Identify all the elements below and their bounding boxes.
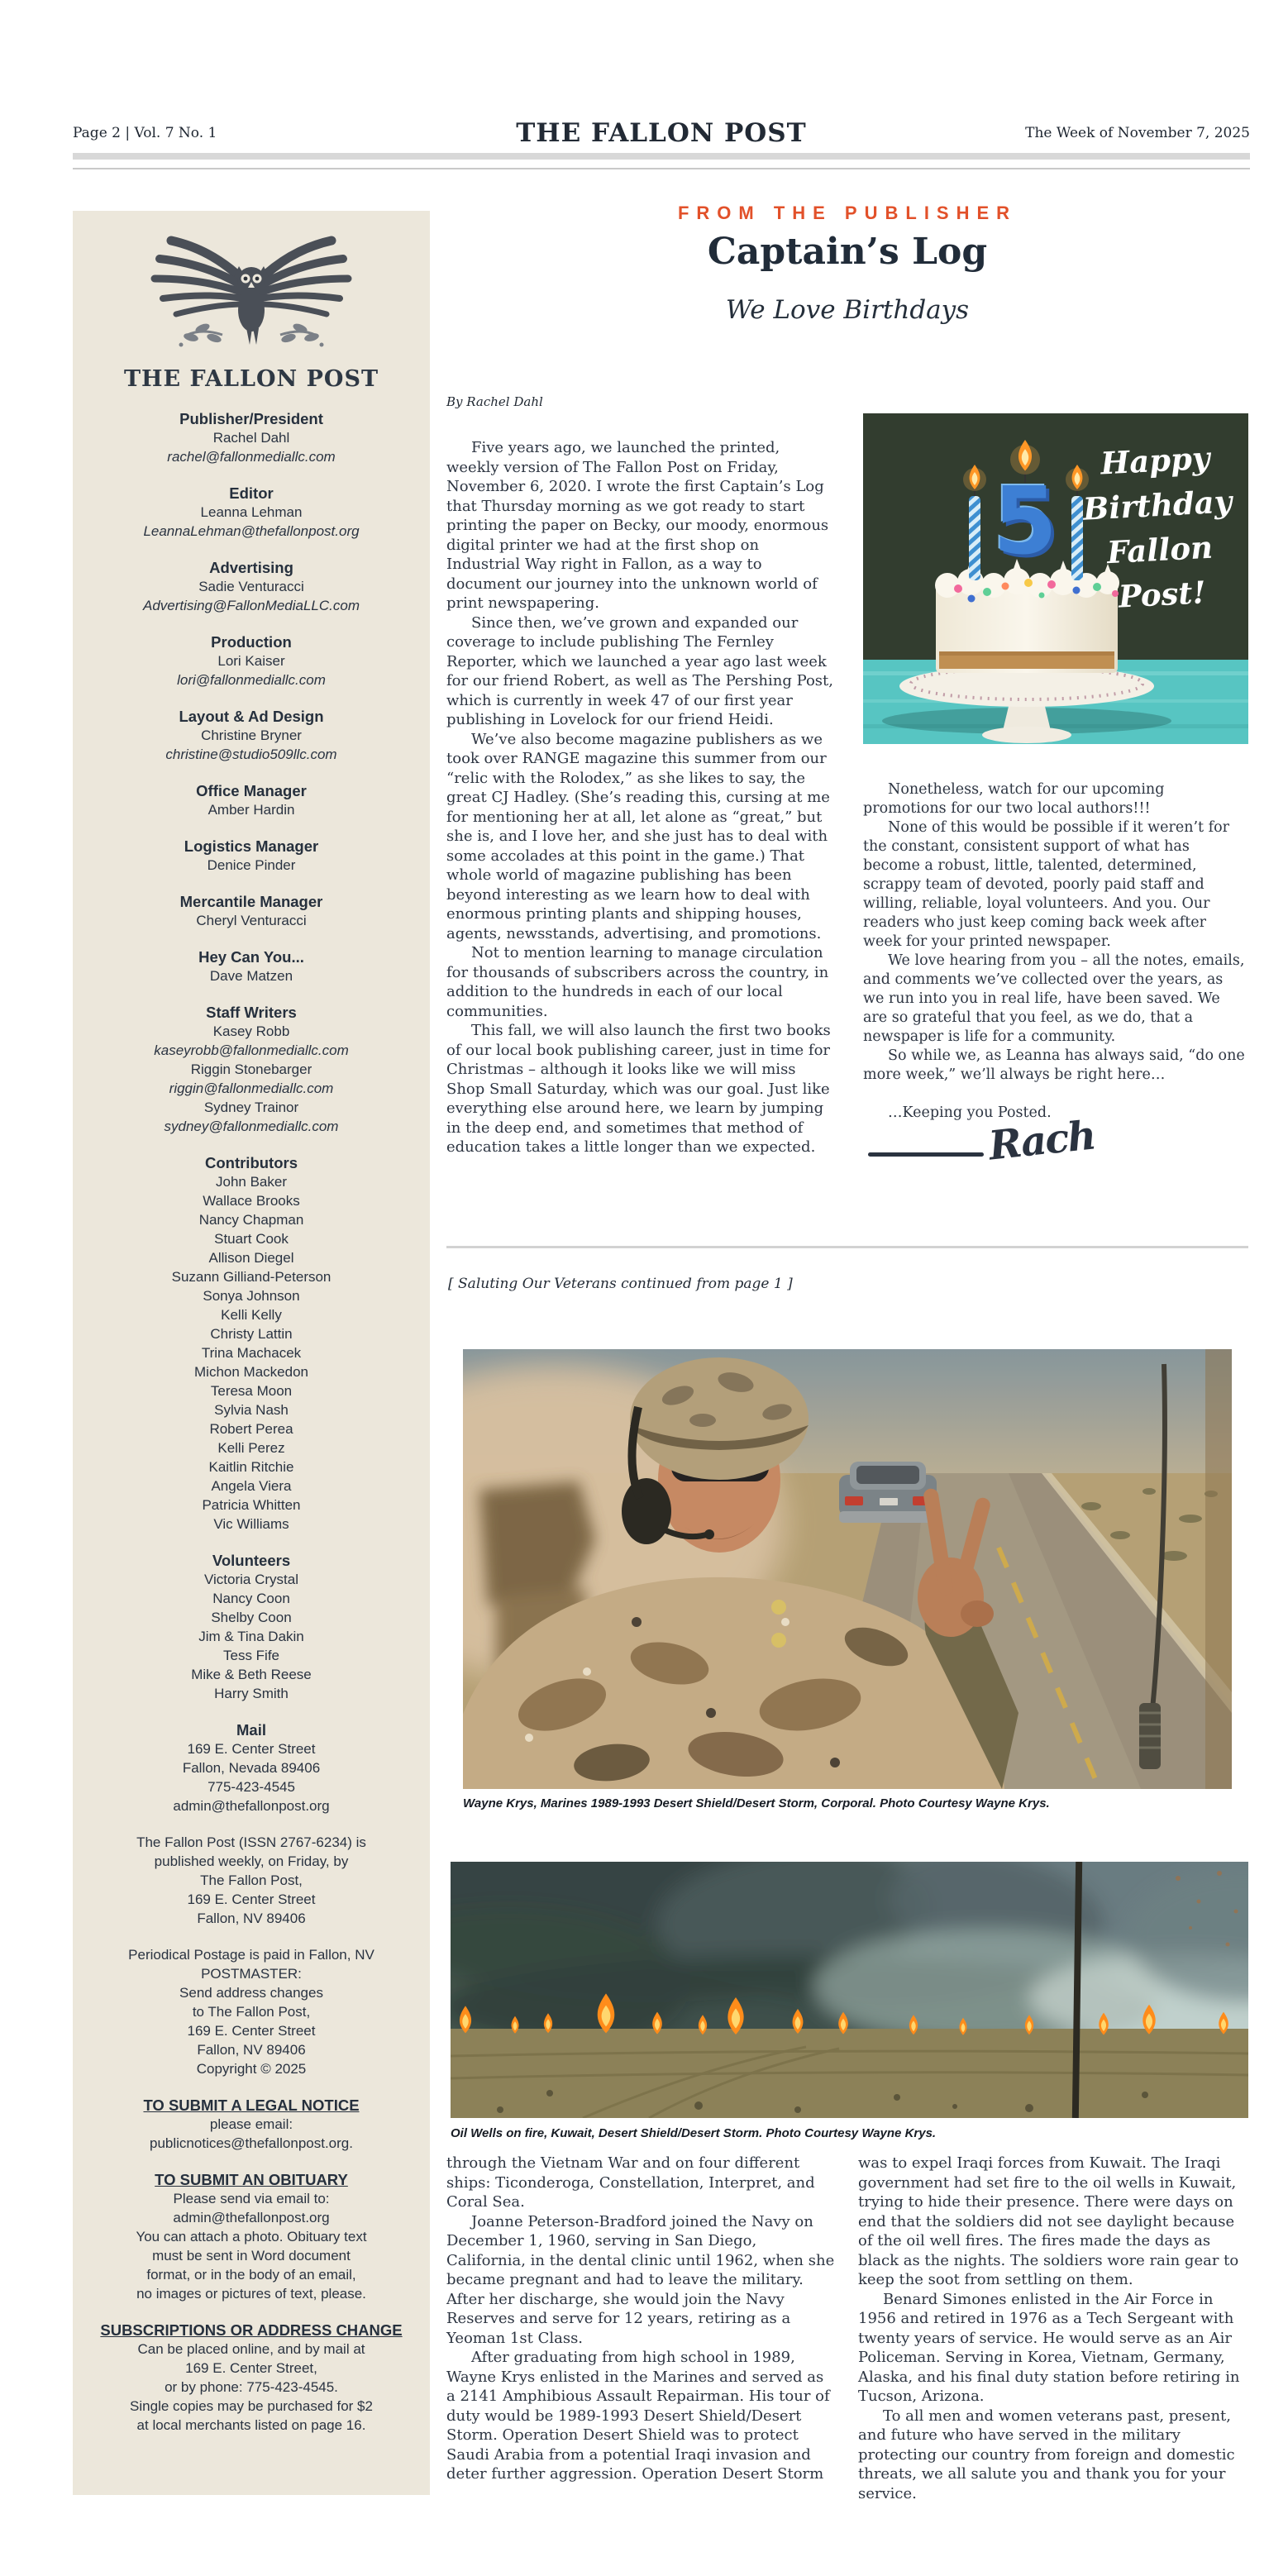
article-column-1	[446, 413, 833, 1171]
staff-name: Send address changes	[179, 1985, 323, 2001]
photo-caption: Wayne Krys, Marines 1989-1993 Desert Shield/Desert Storm, Corporal. Photo Courtesy Wayne Krys.	[463, 1796, 1050, 1810]
staff-email: kaseyrobb@fallonmediallc.com	[154, 1042, 349, 1058]
oil-wells-art	[451, 1862, 1248, 2118]
staff-name: 169 E. Center Street	[187, 1741, 316, 1757]
section-title: Layout & Ad Design	[179, 708, 324, 725]
staff-name: Sydney Trainor	[203, 1100, 299, 1115]
sidebar-section	[73, 1153, 430, 1534]
section-title: SUBSCRIPTIONS OR ADDRESS CHANGE	[100, 2321, 403, 2339]
article-byline: By Rachel Dahl	[446, 394, 543, 409]
main-content	[446, 203, 1248, 2576]
staff-name: Fallon, NV 89406	[197, 1911, 306, 1926]
staff-name: Stuart Cook	[214, 1231, 289, 1247]
staff-name: to The Fallon Post,	[192, 2004, 311, 2020]
sidebar-section	[73, 781, 430, 819]
staff-name: Suzann Gilliand-Peterson	[171, 1269, 332, 1285]
staff-name: Nancy Chapman	[198, 1212, 304, 1228]
staff-name: 775-423-4545	[208, 1779, 295, 1795]
staff-name: Denice Pinder	[207, 857, 296, 873]
staff-name: Jim & Tina Dakin	[198, 1629, 304, 1644]
staff-name: The Fallon Post,	[200, 1872, 303, 1888]
staff-name: 169 E. Center Street	[187, 1891, 316, 1907]
staff-name: Shelby Coon	[211, 1610, 292, 1625]
staff-name: Victoria Crystal	[204, 1572, 298, 1587]
paragraph: Benard Simones enlisted in the Air Force in 1956 and retired in 1976 as a Tech Sergeant with twenty years of service. He would serve as an Air Policeman. Serving in Korea, Vietnam, Germany, Alaska, and his final duty station before retiring in Tucson, Arizona.	[858, 2290, 1240, 2405]
cake-message-line: Happy	[1100, 439, 1211, 482]
staff-name: Fallon, Nevada 89406	[182, 1760, 321, 1776]
staff-email: Advertising@FallonMediaLLC.com	[143, 598, 360, 613]
staff-name: at local merchants listed on page 16.	[136, 2417, 366, 2433]
staff-name: Robert Perea	[209, 1421, 293, 1437]
staff-name: Lori Kaiser	[217, 653, 285, 669]
veterans-column-1	[446, 2154, 837, 2503]
paragraph: After graduating from high school in 1989, Wayne Krys enlisted in the Marines and served as a 2141 Amphibious Assault Repairman. His tour of duty would be 1989-1993 Desert Shield/Desert Storm. Operation Desert Shield was to protect Saudi Arabia from a potential Iraqi invasion and deter further aggression. Operation Desert Storm	[446, 2349, 830, 2483]
paragraph: We love hearing from you – all the notes, emails, and comments we’ve collected over the years, as we run into you in real life, have been saved. We are so grateful that you feel, as we do, that a newspaper is life for a community.	[863, 952, 1245, 1045]
cake-message-line: Birthday	[1081, 483, 1233, 527]
sidebar-section	[73, 1003, 430, 1136]
staff-sections	[73, 409, 430, 2435]
staff-name: Single copies may be purchased for $2	[130, 2398, 373, 2414]
cake-message	[1069, 434, 1247, 621]
veteran-photo	[463, 1349, 1232, 1789]
paragraph: We’ve also become magazine publishers as we took over RANGE magazine this summer from our “relic with the Rolodex,” as she likes to say, the great CJ Hadley. (She’s reading this, cursing at me for mentioning her at all, let alone as “great,” but she is, and I love her, and she just has to deal with some accolades at this point in the game.) That whole world of magazine publishing has been beyond interesting as we learn how to deal with enormous printing plants and shipping houses, agents, newsstands, advertising, and promotions.	[446, 730, 830, 942]
oil-wells-photo	[451, 1862, 1248, 2118]
staff-name: Allison Diegel	[208, 1250, 294, 1266]
issue-date: The Week of November 7, 2025	[1025, 125, 1250, 141]
section-title: Staff Writers	[206, 1004, 297, 1021]
veterans-column-2	[858, 2154, 1248, 2503]
sidebar-section	[73, 892, 430, 930]
sidebar-section	[73, 1551, 430, 1703]
staff-name: admin@thefallonpost.org	[173, 1798, 330, 1814]
staff-name: John Baker	[216, 1174, 287, 1190]
staff-name: publicnotices@thefallonpost.org.	[150, 2135, 353, 2151]
paragraph: To all men and women veterans past, present, and future who have served in the military protecting our country from foreign and domestic threats, we all salute you and thank you for your service.	[858, 2407, 1235, 2502]
section-title: Hey Can You...	[198, 948, 304, 966]
paragraph: through the Vietnam War and on four different ships: Ticonderoga, Constellation, Interpret, and Coral Sea.	[446, 2154, 815, 2211]
sidebar-section	[73, 1720, 430, 1815]
staff-name: Copyright © 2025	[196, 2061, 307, 2077]
signature-dash	[868, 1152, 984, 1157]
sidebar-section	[73, 1945, 430, 2078]
paragraph: Since then, we’ve grown and expanded our coverage to include publishing The Fernley Reporter, which we launched a year ago last week for our friend Robert, as well as The Pershing Post, which is currently in week 47 of our first year publishing in Lovelock for our friend Heidi.	[446, 613, 833, 728]
birthday-cake-image	[863, 413, 1248, 744]
staff-name: Kelli Perez	[217, 1440, 285, 1456]
sidebar-section	[73, 2096, 430, 2153]
staff-name: Kaitlin Ritchie	[208, 1459, 294, 1475]
sidebar-section	[73, 1833, 430, 1928]
staff-name: Leanna Lehman	[200, 504, 303, 520]
staff-name: Angela Viera	[211, 1478, 292, 1494]
section-divider	[446, 1246, 1248, 1248]
section-title: Mercantile Manager	[179, 893, 323, 910]
sidebar-section	[73, 409, 430, 466]
paragraph: Joanne Peterson-Bradford joined the Navy on December 1, 1960, serving in San Diego, California, in the dental clinic until 1962, when she became pregnant and had to leave the military. After her discharge, she would join the Navy Reserves and serve for 12 years, retiring as a Yeoman 1st Class.	[446, 2212, 835, 2347]
staff-name: Sylvia Nash	[214, 1402, 289, 1418]
section-title: Logistics Manager	[184, 837, 319, 855]
paragraph: None of this would be possible if it weren’t for the constant, consistent support of what has become a robust, little, talented, determined, scrappy team of devoted, poorly paid staff and willing, reliable, loyal volunteers. And you. Our readers who just keep coming back week after week for your printed newspaper.	[863, 819, 1230, 950]
section-title: Mail	[236, 1721, 266, 1739]
staff-name: The Fallon Post (ISSN 2767-6234) is	[136, 1834, 366, 1850]
page-info: Page 2 | Vol. 7 No. 1	[73, 125, 217, 141]
staff-name: Christine Bryner	[201, 727, 302, 743]
cake-message-line: Post!	[1117, 574, 1207, 615]
section-title: Publisher/President	[179, 410, 323, 427]
sidebar-section	[73, 484, 430, 541]
staff-email: rachel@fallonmediallc.com	[167, 449, 336, 465]
paragraph: was to expel Iraqi forces from Kuwait. The Iraqi government had set fire to the oil wells in Kuwait, trying to hide their presence. There were days on end that the soldiers did not see daylight because of the oil well fires. The fires made the days as black as the nights. The soldiers wore rain gear to keep the soot from settling on them.	[858, 2154, 1239, 2288]
staff-name: Harry Smith	[214, 1686, 289, 1701]
paragraph: This fall, we will also launch the first two books of our local book publishing career, just in time for Christmas – although it looks like we will miss Shop Small Saturday, which was our goal. Just like everything else around here, we learn by jumping in the deep end, and sometimes that method of education takes a little longer than we expected.	[446, 1022, 831, 1156]
sidebar-section	[73, 2170, 430, 2303]
section-title: Office Manager	[196, 782, 307, 799]
signature-name: Rach	[986, 1112, 1097, 1170]
staff-name: no images or pictures of text, please.	[136, 2286, 366, 2302]
staff-name: admin@thefallonpost.org	[173, 2210, 330, 2225]
staff-name: Periodical Postage is paid in Fallon, NV	[128, 1947, 374, 1963]
continued-note: [ Saluting Our Veterans continued from page 1 ]	[448, 1276, 793, 1292]
paragraph: Not to mention learning to manage circulation for thousands of subscribers across the country, in addition to the hundreds in each of our local communities.	[446, 944, 829, 1020]
masthead-title: THE FALLON POST	[516, 118, 807, 148]
staff-name: Tess Fife	[222, 1648, 280, 1663]
staff-name: Riggin Stonebarger	[190, 1061, 312, 1077]
section-title: Volunteers	[212, 1552, 291, 1569]
sidebar-section	[73, 632, 430, 689]
staff-name: Mike & Beth Reese	[191, 1667, 312, 1682]
staff-name: Sonya Johnson	[203, 1288, 300, 1304]
staff-email: sydney@fallonmediallc.com	[164, 1119, 339, 1134]
staff-name: Can be placed online, and by mail at	[137, 2341, 365, 2357]
paragraph: So while we, as Leanna has always said, “do one more week,” we’ll always be right here…	[863, 1047, 1245, 1083]
article-columns	[446, 413, 1248, 1171]
section-title: Production	[211, 633, 292, 651]
header-bar	[73, 153, 1250, 160]
owl-logo	[123, 229, 379, 361]
section-title: TO SUBMIT A LEGAL NOTICE	[143, 2097, 360, 2114]
paragraph: Nonetheless, watch for our upcoming promotions for our two local authors!!!	[863, 781, 1165, 817]
staff-email: christine@studio509llc.com	[165, 747, 337, 762]
section-title: Advertising	[209, 559, 293, 576]
staff-name: POSTMASTER:	[201, 1966, 302, 1982]
photo-caption: Oil Wells on fire, Kuwait, Desert Shield/Desert Storm. Photo Courtesy Wayne Krys.	[451, 2126, 937, 2140]
cake-message-line: Fallon	[1105, 528, 1214, 571]
section-title: TO SUBMIT AN OBITUARY	[155, 2171, 348, 2188]
staff-email: lori@fallonmediallc.com	[177, 672, 326, 688]
section-title: Contributors	[204, 1154, 298, 1171]
staff-name: Dave Matzen	[209, 968, 293, 984]
sidebar-section	[73, 2321, 430, 2435]
sidebar-masthead: THE FALLON POST	[123, 366, 379, 392]
paragraph: Five years ago, we launched the printed, weekly version of The Fallon Post on Friday, November 6, 2020. I wrote the first Captain’s Log that Thursday morning as we got ready to start printing the paper on Becky, our moody, enormous digital printer we had at the first shop on Industrial Way right in Fallon, as a way to document our journey into the unknown world of print newspapering.	[446, 439, 829, 612]
sidebar-section	[73, 707, 430, 764]
staff-box	[73, 211, 430, 2495]
staff-name: Teresa Moon	[210, 1383, 293, 1399]
article-column-2-text	[863, 780, 1248, 1085]
article-subhead: We Love Birthdays	[725, 295, 970, 325]
staff-name: or by phone: 775-423-4545.	[165, 2379, 338, 2395]
staff-name: You can attach a photo. Obituary text	[136, 2229, 367, 2244]
staff-name: Trina Machacek	[201, 1345, 302, 1361]
page-header	[73, 118, 1250, 151]
staff-name: Rachel Dahl	[212, 430, 290, 446]
sidebar-section	[73, 558, 430, 615]
staff-name: Patricia Whitten	[202, 1497, 301, 1513]
staff-name: must be sent in Word document	[152, 2248, 351, 2264]
staff-name: Vic Williams	[213, 1516, 289, 1532]
staff-name: published weekly, on Friday, by	[154, 1853, 349, 1869]
marine-photo-art	[463, 1349, 1232, 1789]
staff-name: Kelli Kelly	[221, 1307, 282, 1323]
sidebar-section	[73, 947, 430, 985]
staff-name: Sadie Venturacci	[198, 579, 304, 594]
staff-name: Fallon, NV 89406	[197, 2042, 306, 2058]
sidebar-section	[73, 837, 430, 875]
staff-name: Amber Hardin	[208, 802, 295, 818]
staff-name: 169 E. Center Street,	[185, 2360, 317, 2376]
number-candle: 5	[993, 468, 1057, 575]
staff-name: Please send via email to:	[173, 2191, 330, 2206]
header-rule	[73, 168, 1250, 169]
staff-name: Christy Lattin	[210, 1326, 293, 1342]
staff-email: riggin@fallonmediallc.com	[169, 1080, 334, 1096]
staff-name: please email:	[209, 2116, 293, 2132]
staff-name: format, or in the body of an email,	[146, 2267, 356, 2283]
staff-name: Wallace Brooks	[203, 1193, 300, 1209]
section-title: Editor	[229, 484, 274, 502]
article-headline: Captain’s Log	[707, 231, 988, 273]
veterans-columns	[446, 2154, 1248, 2503]
article-column-2	[863, 413, 1248, 1171]
staff-name: Kasey Robb	[212, 1023, 290, 1039]
staff-name: Cheryl Venturacci	[196, 913, 307, 928]
closing-line: …Keeping you Posted.	[888, 1104, 1052, 1121]
section-kicker: FROM THE PUBLISHER	[677, 203, 1018, 223]
staff-name: 169 E. Center Street	[187, 2023, 316, 2039]
staff-name: Michon Mackedon	[194, 1364, 308, 1380]
staff-name: Nancy Coon	[212, 1591, 290, 1606]
staff-email: LeannaLehman@thefallonpost.org	[143, 523, 360, 539]
